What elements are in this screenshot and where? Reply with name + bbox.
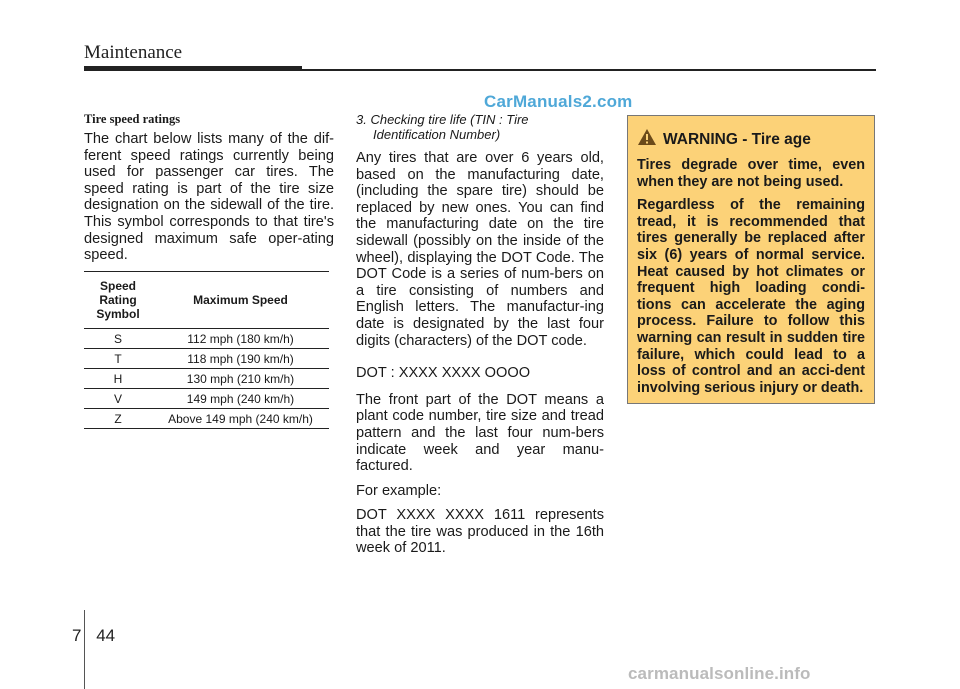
tin-paragraph-4: DOT XXXX XXXX 1611 represents that the tire was produced in the 16th week of 2011. — [356, 507, 604, 557]
tin-heading — [356, 112, 604, 142]
table-row — [84, 389, 329, 409]
tin-paragraph-1: Any tires that are over 6 years old, based on the manufacturing date, (including the spare tire) should be replaced by new ones. You can find the manufacturing date on the tire sidewall (possibly on the inside of the wheel), displaying the DOT Code. The DOT Code is a series of num-bers on a tire consisting of numbers and English letters. The manufactur-ing date is designated by the last four digits (characters) of the DOT code. — [356, 150, 604, 349]
speed-cell: 149 mph (240 km/h) — [152, 389, 329, 409]
header-rule-thin — [302, 69, 876, 71]
warning-title-row — [637, 128, 865, 151]
speed-cell: Above 149 mph (240 km/h) — [152, 409, 329, 429]
header-max-speed: Maximum Speed — [152, 272, 329, 329]
header-rule-thick — [84, 66, 302, 71]
speed-rating-table — [84, 271, 329, 429]
tin-paragraph-3: For example: — [356, 482, 442, 499]
table-row — [84, 369, 329, 389]
table-row — [84, 329, 329, 349]
warning-box — [627, 115, 875, 404]
symbol-cell: H — [84, 369, 152, 389]
warning-triangle-icon — [637, 128, 657, 151]
symbol-cell: T — [84, 349, 152, 369]
header-speed-symbol: Speed Rating Symbol — [84, 272, 152, 329]
dot-code-format: DOT : XXXX XXXX OOOO — [356, 365, 531, 382]
page-number-value: 44 — [96, 626, 116, 645]
tin-heading-line1: 3. Checking tire life (TIN : Tire — [356, 112, 529, 127]
table-row — [84, 409, 329, 429]
symbol-cell: S — [84, 329, 152, 349]
speed-cell: 112 mph (180 km/h) — [152, 329, 329, 349]
symbol-cell: Z — [84, 409, 152, 429]
footer-divider — [84, 610, 85, 689]
warning-title: WARNING - Tire age — [663, 130, 811, 148]
watermark-bottom[interactable]: carmanualsonline.info — [628, 664, 811, 683]
left-column — [84, 112, 334, 264]
intro-paragraph: The chart below lists many of the dif-ferent speed ratings currently being used for passenger car tires. The speed rating is part of the tire size designation on the sidewall of the tire. This symbol corresponds to that tire's designed maximum safe oper-ating speed. — [84, 131, 334, 264]
watermark-top[interactable]: CarManuals2.com — [484, 92, 633, 111]
tin-paragraph-2: The front part of the DOT means a plant code number, tire size and tread pattern and the last four num-bers indicate week and year manu-factured. — [356, 391, 604, 475]
tin-heading-line2: Identification Number) — [373, 127, 501, 142]
symbol-cell: V — [84, 389, 152, 409]
section-title: Maintenance — [84, 42, 183, 63]
speed-cell: 118 mph (190 km/h) — [152, 349, 329, 369]
chapter-number: 7 — [72, 626, 82, 645]
middle-column — [356, 112, 604, 565]
warning-paragraph-1: Tires degrade over time, even when they are not being used. — [637, 157, 865, 190]
table-row — [84, 349, 329, 369]
warning-paragraph-2: Regardless of the remaining tread, it is recommended that tires generally be replaced after six (6) years of normal service. Heat caused by hot climates or frequent high loading condi-tions can accelerate the aging process. Failure to follow this warning can result in sudden tire failure, which could lead to a loss of control and an acci-dent involving serious injury or death. — [637, 197, 865, 396]
speed-cell: 130 mph (210 km/h) — [152, 369, 329, 389]
page-number — [72, 626, 115, 646]
subheading: Tire speed ratings — [84, 112, 181, 126]
